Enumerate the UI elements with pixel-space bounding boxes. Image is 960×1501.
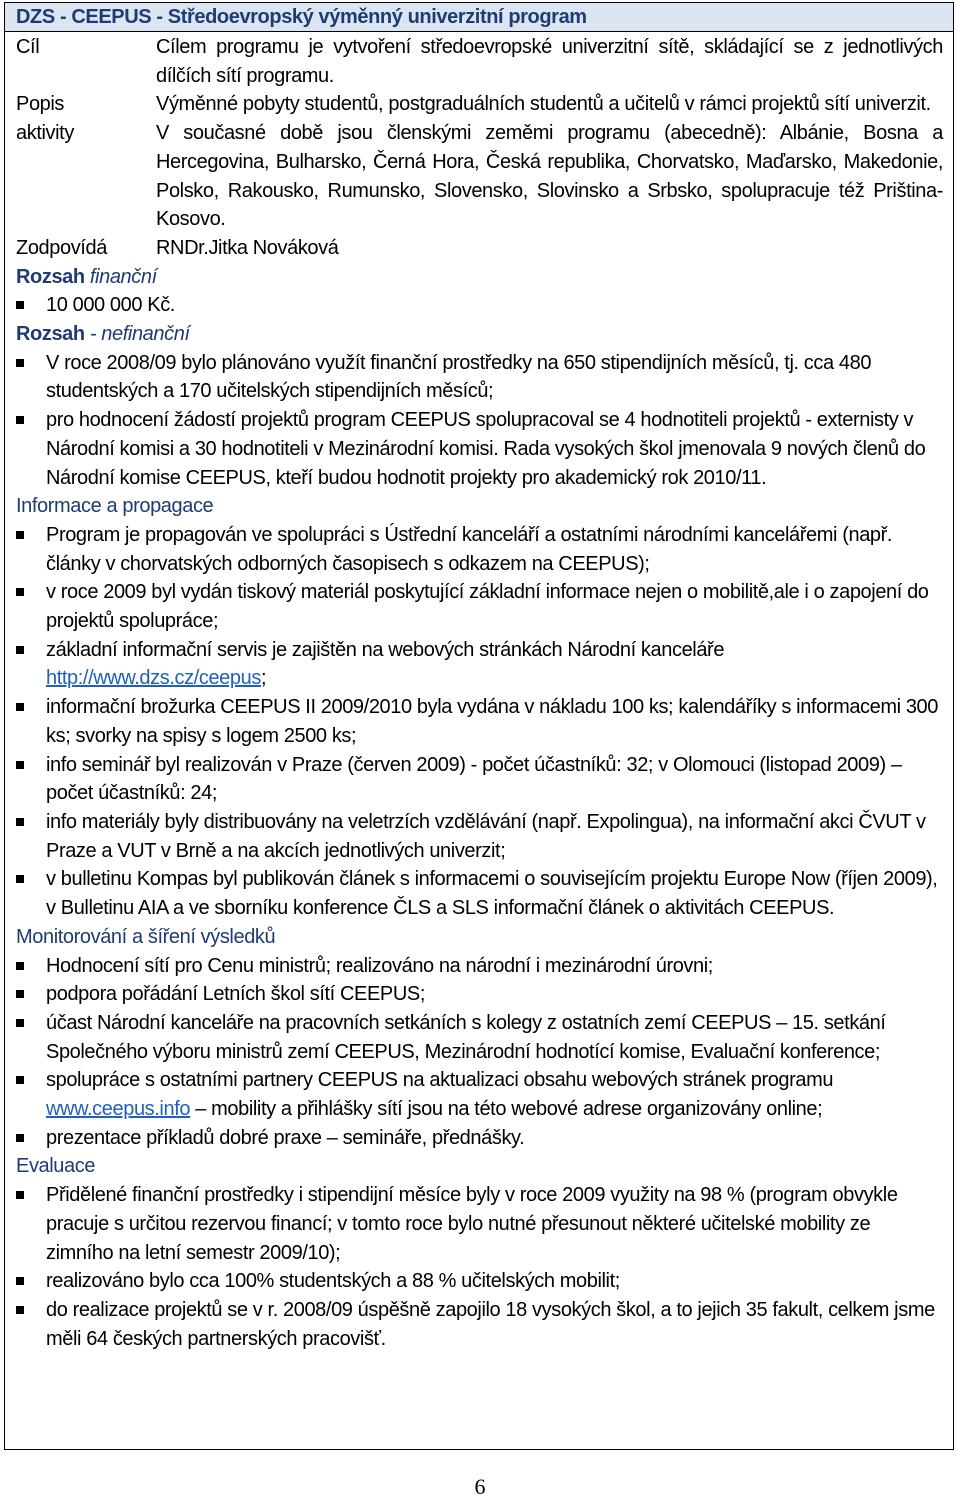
- row-popis: [5, 90, 953, 234]
- popis-label: [16, 90, 156, 234]
- list-item: Hodnocení sítí pro Cenu ministrů; realizováno na národní i mezinárodní úrovni;: [16, 952, 939, 981]
- bullet-square-icon: [16, 359, 24, 367]
- bullet-square-icon: [16, 703, 24, 711]
- zodpovida-label: Zodpovídá: [16, 236, 107, 259]
- section-heading-financni: Rozsah finanční: [16, 265, 157, 288]
- document-title: DZS - CEEPUS - Středoevropský výměnný univerzitní program: [5, 3, 953, 32]
- list-item: podpora pořádání Letních škol sítí CEEPUS;: [16, 980, 939, 1009]
- section-heading-nefinancni: Rozsah - nefinanční: [16, 323, 190, 346]
- bullet-square-icon: [16, 1019, 24, 1027]
- list-item: 10 000 000 Kč.: [16, 291, 939, 320]
- list-item: spolupráce s ostatními partnery CEEPUS na aktualizaci obsahu webových stránek programu www.ceepus.info – mobility a přihlášky sítí jsou na této webové adrese organizovány online;: [16, 1066, 939, 1123]
- dzs-ceepus-link[interactable]: http://www.dzs.cz/ceepus: [46, 667, 261, 690]
- list-item: v roce 2009 byl vydán tiskový materiál poskytující základní informace nejen o mobilitě,ale i o zapojení do projektů spolupráce;: [16, 578, 939, 635]
- list-item: prezentace příkladů dobré praxe – semináře, přednášky.: [16, 1124, 939, 1153]
- ceepus-info-link[interactable]: www.ceepus.info: [46, 1098, 191, 1121]
- row-zodpovida: [5, 234, 953, 263]
- list-item: Přidělené finanční prostředky i stipendijní měsíce byly v roce 2009 využity na 98 % (program obvykle pracuje s určitou rezervou financí; v tomto roce bylo nutné přesunout některé učitelské mobility ze zimního na letní semestr 2009/10);: [16, 1181, 939, 1267]
- section-heading-evaluace: Evaluace: [16, 1155, 96, 1178]
- bullet-square-icon: [16, 531, 24, 539]
- page-number: 6: [474, 1474, 486, 1499]
- zodpovida-value: RNDr.Jitka Nováková: [156, 236, 339, 259]
- list-item: info materiály byly distribuovány na veletrzích vzdělávání (např. Expolingua), na informační akci ČVUT v Praze a VUT v Brně a na akcích jednotlivých univerzit;: [16, 808, 939, 865]
- bullet-square-icon: [16, 1191, 24, 1199]
- section-heading-informace: Informace a propagace: [16, 495, 214, 518]
- bullet-square-icon: [16, 761, 24, 769]
- list-item: Program je propagován ve spolupráci s Ústřední kanceláří a ostatními národními kancelářemi (např. články v chorvatských odborných časopisech s odkazem na CEEPUS);: [16, 521, 939, 578]
- financni-list: [5, 291, 953, 320]
- evaluace-list: [5, 1181, 953, 1353]
- popis-text-2: V současné době jsou členskými zeměmi programu (abecedně): Albánie, Bosna a Hercegovina, Bulharsko, Černá Hora, Česká republika, Chorvatsko, Maďarsko, Makedonie, Polsko, Rakousko, Rumunsko, Slovensko, Slovinsko a Srbsko, spolupracuje též Priština-Kosovo.: [156, 122, 943, 231]
- popis-label-line2: aktivity: [16, 122, 74, 145]
- list-item: realizováno bylo cca 100% studentských a 88 % učitelských mobilit;: [16, 1267, 939, 1296]
- bullet-square-icon: [16, 1277, 24, 1285]
- bullet-square-icon: [16, 1076, 24, 1084]
- bullet-square-icon: [16, 646, 24, 654]
- bullet-square-icon: [16, 416, 24, 424]
- bullet-square-icon: [16, 962, 24, 970]
- bullet-square-icon: [16, 301, 24, 309]
- popis-text: [156, 90, 943, 234]
- list-item: v bulletinu Kompas byl publikován článek s informacemi o souvisejícím projektu Europe Now (říjen 2009), v Bulletinu AIA a ve sborníku konference ČLS a SLS informační článek o aktivitách CEEPUS.: [16, 865, 939, 922]
- popis-text-1: Výměnné pobyty studentů, postgraduálních studentů a učitelů v rámci projektů sítí univerzit.: [156, 93, 931, 116]
- list-item: V roce 2008/09 bylo plánováno využít finanční prostředky na 650 stipendijních měsíců, tj. cca 480 studentských a 170 učitelských stipendijních měsíců;: [16, 349, 939, 406]
- list-item: pro hodnocení žádostí projektů program CEEPUS spolupracoval se 4 hodnotiteli projektů - externisty v Národní komisi a 30 hodnotiteli v Mezinárodní komisi. Rada vysokých škol jmenovala 9 nových členů do Národní komise CEEPUS, kteří budou hodnotit projekty pro akademický rok 2010/11.: [16, 406, 939, 492]
- row-cil: [5, 33, 953, 90]
- informace-list: [5, 521, 953, 923]
- cil-text: Cílem programu je vytvoření středoevropské univerzitní sítě, skládající se z jednotlivých dílčích sítí programu.: [156, 36, 943, 87]
- popis-label-line1: Popis: [16, 93, 65, 116]
- monitorovani-list: [5, 952, 953, 1153]
- nefinancni-list: [5, 349, 953, 493]
- list-item: informační brožurka CEEPUS II 2009/2010 byla vydána v nákladu 100 ks; kalendáříky s informacemi 300 ks; svorky na spisy s logem 2500 ks;: [16, 693, 939, 750]
- bullet-square-icon: [16, 990, 24, 998]
- document-table: [4, 2, 954, 1450]
- list-item: účast Národní kanceláře na pracovních setkáních s kolegy z ostatních zemí CEEPUS – 15. setkání Společného výboru ministrů zemí CEEPUS, Mezinárodní hodnotící komise, Evaluační konference;: [16, 1009, 939, 1066]
- bullet-square-icon: [16, 588, 24, 596]
- bullet-square-icon: [16, 875, 24, 883]
- list-item: základní informační servis je zajištěn na webových stránkách Národní kanceláře http://www.dzs.cz/ceepus;: [16, 636, 939, 693]
- bullet-square-icon: [16, 1134, 24, 1142]
- list-item: info seminář byl realizován v Praze (červen 2009) - počet účastníků: 32; v Olomouci (listopad 2009) – počet účastníků: 24;: [16, 751, 939, 808]
- cil-label: Cíl: [16, 36, 40, 58]
- section-heading-monitorovani: Monitorování a šíření výsledků: [16, 925, 276, 948]
- bullet-square-icon: [16, 818, 24, 826]
- bullet-square-icon: [16, 1306, 24, 1314]
- list-item: do realizace projektů se v r. 2008/09 úspěšně zapojilo 18 vysokých škol, a to jejich 35 fakult, celkem jsme měli 64 českých partnerských pracovišť.: [16, 1296, 939, 1353]
